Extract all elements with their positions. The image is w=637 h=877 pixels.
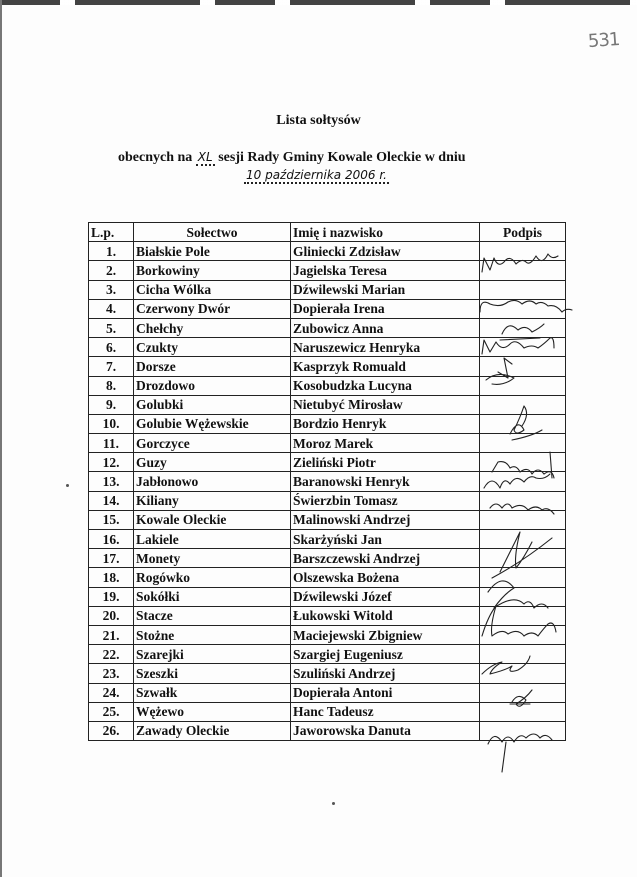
page-title: Lista sołtysów <box>276 113 361 128</box>
table-row <box>89 434 566 453</box>
signature-cell <box>480 491 566 510</box>
signature-cell <box>480 261 566 280</box>
solectwo-cell: Golubie Wężewskie <box>134 414 291 433</box>
solectwo-cell: Dorsze <box>134 357 291 376</box>
scan-left-edge <box>0 0 2 877</box>
row-number: 11. <box>89 434 134 453</box>
name-cell: Świerzbin Tomasz <box>291 491 480 510</box>
row-number: 14. <box>89 491 134 510</box>
scan-top-edge <box>0 0 637 5</box>
table-row <box>89 568 566 587</box>
table-row <box>89 491 566 510</box>
name-cell: Barszczewski Andrzej <box>291 549 480 568</box>
solectwo-cell: Chełchy <box>134 318 291 337</box>
table-row <box>89 625 566 644</box>
table-row <box>89 395 566 414</box>
signature-cell <box>480 549 566 568</box>
signature-cell <box>480 606 566 625</box>
row-number: 9. <box>89 395 134 414</box>
row-number: 25. <box>89 702 134 721</box>
page-number: 531 <box>587 28 621 53</box>
name-cell: Bordzio Henryk <box>291 414 480 433</box>
name-cell: Jagielska Teresa <box>291 261 480 280</box>
row-number: 18. <box>89 568 134 587</box>
signature-cell <box>480 683 566 702</box>
signature-cell <box>480 434 566 453</box>
row-number: 21. <box>89 625 134 644</box>
name-cell: Nietubyć Mirosław <box>291 395 480 414</box>
name-cell: Kosobudzka Lucyna <box>291 376 480 395</box>
name-cell: Maciejewski Zbigniew <box>291 625 480 644</box>
name-cell: Zubowicz Anna <box>291 318 480 337</box>
table-row <box>89 261 566 280</box>
row-number: 15. <box>89 510 134 529</box>
name-cell: Łukowski Witold <box>291 606 480 625</box>
row-number: 12. <box>89 453 134 472</box>
signature-cell <box>480 395 566 414</box>
solectwo-cell: Borkowiny <box>134 261 291 280</box>
table-row <box>89 587 566 606</box>
table-row <box>89 242 566 261</box>
table-row <box>89 721 566 740</box>
signature-cell <box>480 318 566 337</box>
name-cell: Naruszewicz Henryka <box>291 338 480 357</box>
solectwo-cell: Wężewo <box>134 702 291 721</box>
solectwo-cell: Czerwony Dwór <box>134 299 291 318</box>
name-cell: Baranowski Henryk <box>291 472 480 491</box>
table-row <box>89 338 566 357</box>
row-number: 23. <box>89 664 134 683</box>
table-row <box>89 549 566 568</box>
row-number: 10. <box>89 414 134 433</box>
name-cell: Szuliński Andrzej <box>291 664 480 683</box>
signature-cell <box>480 587 566 606</box>
subtitle-middle: sesji Rady Gminy Kowale Oleckie w dniu <box>218 150 466 165</box>
table-row <box>89 376 566 395</box>
scan-speck <box>332 802 335 805</box>
signature-cell <box>480 510 566 529</box>
signature-cell <box>480 376 566 395</box>
name-cell: Moroz Marek <box>291 434 480 453</box>
signature-cell <box>480 702 566 721</box>
signature-cell <box>480 530 566 549</box>
table-header-row <box>89 223 566 242</box>
table-row <box>89 357 566 376</box>
header-signature: Podpis <box>480 223 566 242</box>
row-number: 2. <box>89 261 134 280</box>
solectwo-cell: Szeszki <box>134 664 291 683</box>
row-number: 5. <box>89 318 134 337</box>
solectwo-cell: Cicha Wólka <box>134 280 291 299</box>
name-cell: Szargiej Eugeniusz <box>291 645 480 664</box>
session-number-handwritten: XL <box>197 150 213 164</box>
table-row <box>89 299 566 318</box>
table-row <box>89 510 566 529</box>
table-row <box>89 606 566 625</box>
scan-speck <box>66 484 69 487</box>
solectwo-cell: Drozdowo <box>134 376 291 395</box>
name-cell: Dopierała Antoni <box>291 683 480 702</box>
row-number: 13. <box>89 472 134 491</box>
table-row <box>89 645 566 664</box>
solectwo-cell: Kiliany <box>134 491 291 510</box>
table-row <box>89 683 566 702</box>
table-row <box>89 664 566 683</box>
header-name: Imię i nazwisko <box>291 223 480 242</box>
session-date-line <box>244 166 389 184</box>
signature-cell <box>480 357 566 376</box>
row-number: 19. <box>89 587 134 606</box>
table-row <box>89 318 566 337</box>
page-subtitle <box>118 150 466 166</box>
signature-cell <box>480 338 566 357</box>
subtitle-prefix: obecnych na <box>118 150 193 165</box>
table-body <box>89 242 566 741</box>
header-lp: L.p. <box>89 223 134 242</box>
row-number: 1. <box>89 242 134 261</box>
table-row <box>89 530 566 549</box>
solectwo-cell: Sokółki <box>134 587 291 606</box>
row-number: 8. <box>89 376 134 395</box>
name-cell: Dopierała Irena <box>291 299 480 318</box>
table-row <box>89 414 566 433</box>
name-cell: Olszewska Bożena <box>291 568 480 587</box>
name-cell: Malinowski Andrzej <box>291 510 480 529</box>
name-cell: Hanc Tadeusz <box>291 702 480 721</box>
name-cell: Kasprzyk Romuald <box>291 357 480 376</box>
name-cell: Gliniecki Zdzisław <box>291 242 480 261</box>
attendance-table <box>88 222 566 741</box>
row-number: 6. <box>89 338 134 357</box>
signature-cell <box>480 721 566 740</box>
row-number: 7. <box>89 357 134 376</box>
solectwo-cell: Stożne <box>134 625 291 644</box>
name-cell: Dźwilewski Marian <box>291 280 480 299</box>
solectwo-cell: Zawady Oleckie <box>134 721 291 740</box>
solectwo-cell: Czukty <box>134 338 291 357</box>
solectwo-cell: Białskie Pole <box>134 242 291 261</box>
row-number: 16. <box>89 530 134 549</box>
table-row <box>89 702 566 721</box>
solectwo-cell: Gorczyce <box>134 434 291 453</box>
row-number: 22. <box>89 645 134 664</box>
session-date-handwritten: 10 października 2006 r. <box>246 168 387 182</box>
signature-cell <box>480 280 566 299</box>
solectwo-cell: Jabłonowo <box>134 472 291 491</box>
row-number: 20. <box>89 606 134 625</box>
name-cell: Zieliński Piotr <box>291 453 480 472</box>
row-number: 17. <box>89 549 134 568</box>
table-row <box>89 453 566 472</box>
table-row <box>89 280 566 299</box>
solectwo-cell: Lakiele <box>134 530 291 549</box>
signature-cell <box>480 242 566 261</box>
row-number: 26. <box>89 721 134 740</box>
solectwo-cell: Monety <box>134 549 291 568</box>
name-cell: Skarżyński Jan <box>291 530 480 549</box>
signature-cell <box>480 568 566 587</box>
signature-cell <box>480 645 566 664</box>
row-number: 3. <box>89 280 134 299</box>
solectwo-cell: Golubki <box>134 395 291 414</box>
signature-cell <box>480 453 566 472</box>
signature-cell <box>480 625 566 644</box>
solectwo-cell: Rogówko <box>134 568 291 587</box>
name-cell: Jaworowska Danuta <box>291 721 480 740</box>
signature-cell <box>480 664 566 683</box>
header-solectwo: Sołectwo <box>134 223 291 242</box>
table-row <box>89 472 566 491</box>
row-number: 24. <box>89 683 134 702</box>
solectwo-cell: Guzy <box>134 453 291 472</box>
signature-cell <box>480 414 566 433</box>
signature-cell <box>480 472 566 491</box>
row-number: 4. <box>89 299 134 318</box>
solectwo-cell: Szarejki <box>134 645 291 664</box>
name-cell: Dźwilewski Józef <box>291 587 480 606</box>
solectwo-cell: Szwałk <box>134 683 291 702</box>
solectwo-cell: Kowale Oleckie <box>134 510 291 529</box>
signature-cell <box>480 299 566 318</box>
solectwo-cell: Stacze <box>134 606 291 625</box>
